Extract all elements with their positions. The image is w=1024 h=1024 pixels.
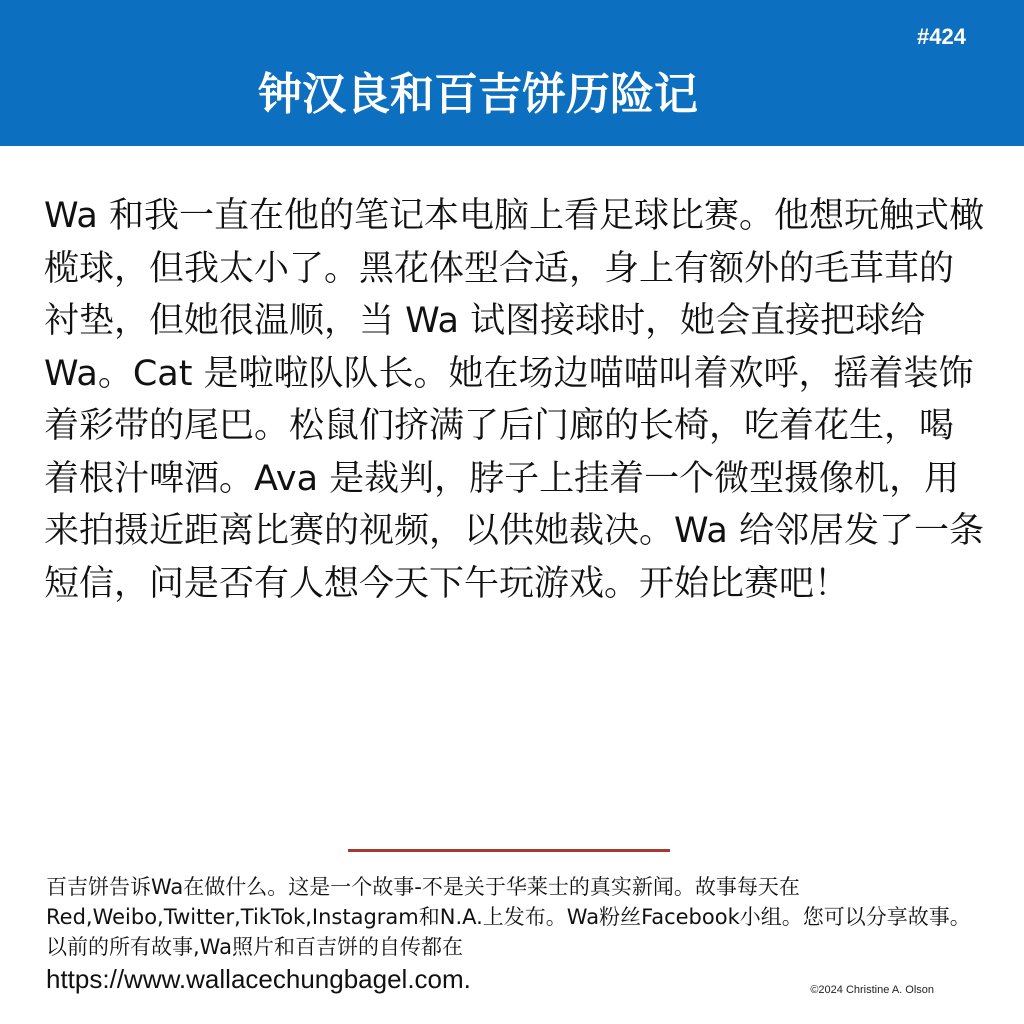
- issue-number: #424: [917, 24, 966, 49]
- page-title: 钟汉良和百吉饼历险记: [258, 69, 698, 120]
- website-link[interactable]: https://www.wallacechungbagel.com.: [46, 964, 471, 994]
- header-banner: [0, 0, 1024, 146]
- copyright-notice: ©2024 Christine A. Olson: [810, 984, 934, 996]
- story-text: Wa 和我一直在他的笔记本电脑上看足球比赛。他想玩触式橄榄球，但我太小了。黑花体型合适，身上有额外的毛茸茸的衬垫，但她很温顺，当 Wa 试图接球时，她会直接把球给 Wa。Cat 是啦啦队队长。她在场边喵喵叫着欢呼，摇着装饰着彩带的尾巴。松鼠们挤满了后门廊的长椅，吃着花生，喝着根汁啤酒。Ava 是裁判，脖子上挂着一个微型摄像机，用来拍摄近距离比赛的视频，以供她裁决。Wa 给邻居发了一条短信，问是否有人想今天下午玩游戏。开始比赛吧！: [44, 196, 984, 604]
- divider-line: [348, 849, 670, 852]
- footer-note: 百吉饼告诉Wa在做什么。这是一个故事-不是关于华莱士的真实新闻。故事每天在Red,Weibo,Twitter,TikTok,Instagram和N.A.上发布。Wa粉丝Facebook小组。您可以分享故事。以前的所有故事,Wa照片和百吉饼的自传都在: [46, 875, 971, 959]
